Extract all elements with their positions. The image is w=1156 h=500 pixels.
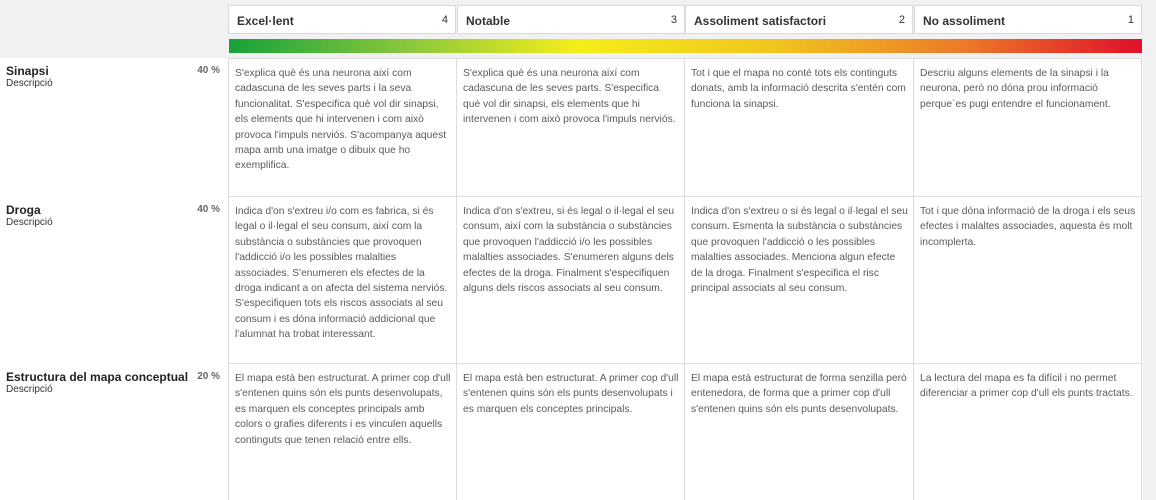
level-score: 4	[441, 14, 448, 26]
level-score: 2	[898, 14, 905, 26]
criterion-estructura	[0, 364, 228, 500]
level-title: Assoliment satisfactori	[694, 14, 827, 28]
criterion-sinapsi	[0, 58, 228, 196]
criterion-weight: 40 %	[197, 65, 220, 76]
criterion-name: Estructura del mapa conceptual	[6, 370, 189, 384]
rubric-cell: S'explica què és una neurona així com cadascuna de les seves parts. S'especifica què vol dir sinapsi, els elements que hi intervenen i com això provoca l'impuls nerviós.	[456, 58, 685, 197]
level-header-satisfactori	[685, 5, 913, 34]
rubric-cell: Tot i que el mapa no conté tots els continguts donats, amb la informació descrita s'entén com funciona la sinapsi.	[684, 58, 914, 197]
rubric-cell: El mapa està estructurat de forma senzilla però entenedora, de forma que a primer cop d'ull s'entenen quins són els punts desenvolupats.	[684, 363, 914, 500]
level-header-no-assoliment	[914, 5, 1142, 34]
criterion-description: Descripció	[6, 217, 53, 228]
rubric-cell: Indica d'on s'extreu i/o com es fabrica, si és legal o il·legal el seu consum, així com la substància o substàncies que provoquen l'addicció i/o les possibles malalties associades. S'enumeren els efectes de la droga indicant a on afecta del sistema nerviós. S'especifiquen tots els riscos associats al seu consum i es dóna informació addicional que l'alumnat ha trobat interessant.	[228, 196, 457, 364]
rubric-cell: S'explica què és una neurona així com cadascuna de les seves parts i la seva funcionalitat. S'especifica què vol dir sinapsi, els elements que hi intervenen i com això provoca l'impuls nerviós. S'acompanya aquest mapa amb una imatge o dibuix que ho exemplifica.	[228, 58, 457, 197]
rubric-cell: El mapa està ben estructurat. A primer cop d'ull s'entenen quins són els punts desenvolupats, es marquen els conceptes principals amb colors o grafies diferents i es vinculen aquells continguts que tenen relació entre ells.	[228, 363, 457, 500]
rubric-cell: Tot i que dóna informació de la droga i els seus efectes i malaltes associades, aquesta és molt incomplerta.	[913, 196, 1142, 364]
level-title: No assoliment	[923, 14, 1006, 28]
rubric-cell: El mapa està ben estructurat. A primer cop d'ull s'entenen quins són els punts desenvolupats i es marquen els conceptes principals.	[456, 363, 685, 500]
score-gradient-bar	[229, 39, 1142, 53]
rubric-cell: Indica d'on s'extreu o si és legal o il·legal el seu consum. Esmenta la substància o substàncies que provoquen l'addicció o les possibles malalties associades. Menciona algun efecte de la droga. Finalment s'especifica el risc principal associats al seu consum.	[684, 196, 914, 364]
level-header-excellent	[228, 5, 456, 34]
criterion-description: Descripció	[6, 78, 53, 89]
rubric-cell: Indica d'on s'extreu, si és legal o il·legal el seu consum, així com la substància o substàncies que provoquen l'addicció i/o les possibles malalties associades. S'enumeren alguns dels efectes de la droga. Finalment s'especifiquen alguns dels riscos associats al seu consum.	[456, 196, 685, 364]
criterion-weight: 20 %	[197, 371, 220, 382]
criterion-description: Descripció	[6, 384, 53, 395]
level-title: Notable	[466, 14, 511, 28]
rubric-cell: La lectura del mapa es fa difícil i no permet diferenciar a primer cop d'ull els punts tractats.	[913, 363, 1142, 500]
rubric-cell: Descriu alguns elements de la sinapsi i la neurona, però no dóna prou informació perque`es pugi entendre el funcionament.	[913, 58, 1142, 197]
level-score: 3	[670, 14, 677, 26]
level-header-notable	[457, 5, 685, 34]
criterion-name: Droga	[6, 203, 41, 217]
criterion-name: Sinapsi	[6, 64, 49, 78]
level-title: Excel·lent	[237, 14, 294, 28]
criterion-weight: 40 %	[197, 204, 220, 215]
level-score: 1	[1127, 14, 1134, 26]
criterion-droga	[0, 197, 228, 363]
